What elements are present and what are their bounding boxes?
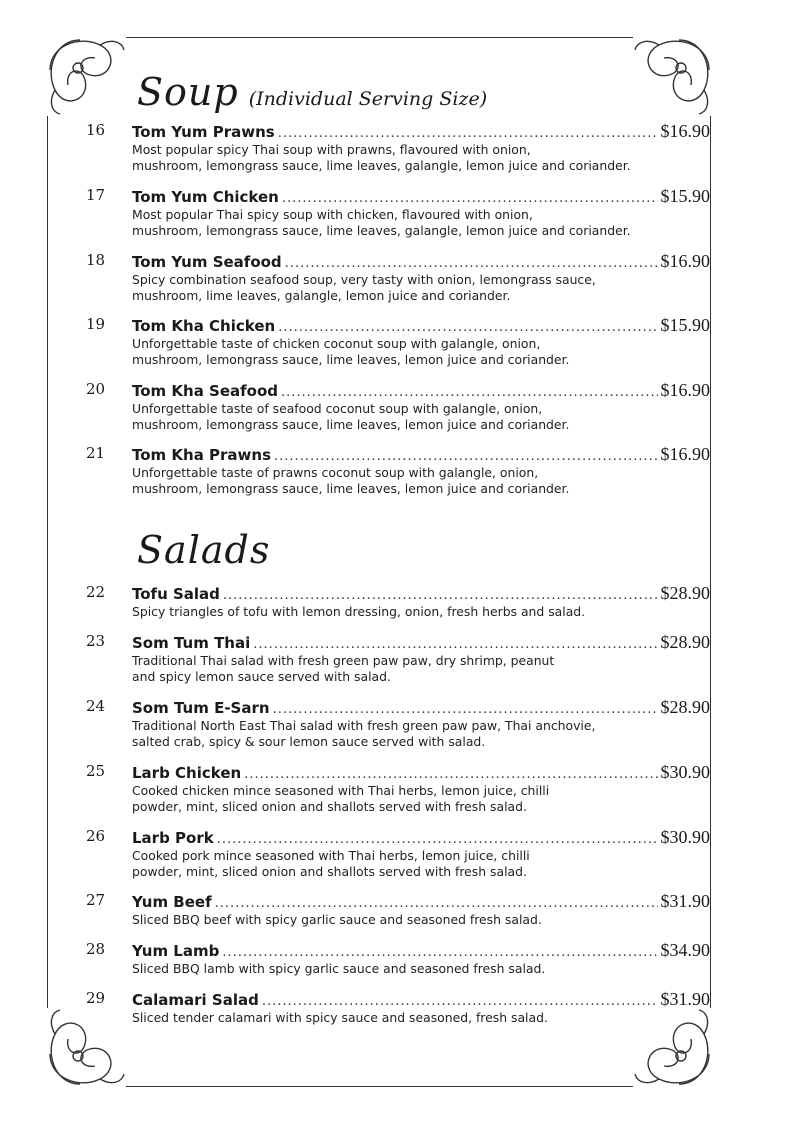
dot-leader [244,767,657,782]
soup-title: Soup [137,70,239,114]
item-description: Unforgettable taste of prawns coconut soup with galangle, onion, mushroom, lemongrass sauce, lime leaves, lemon juice and coriander. [132,465,570,496]
dot-leader [253,637,657,652]
dot-leader [278,320,657,335]
item-price: $16.90 [660,251,710,271]
item-price: $31.90 [660,989,710,1009]
item-price: $15.90 [660,186,710,206]
item-number: 28 [86,940,106,958]
flourish-bottom-left [40,1008,126,1094]
item-description: Unforgettable taste of seafood coconut soup with galangle, onion, mushroom, lemongrass sauce, lime leaves, lemon juice and coriander. [132,401,570,432]
item-description: Spicy combination seafood soup, very tasty with onion, lemongrass sauce, mushroom, lime leaves, galangle, lemon juice and coriander. [132,272,596,303]
item-name: Tom Kha Prawns [132,446,272,464]
item-price: $28.90 [660,632,710,652]
item-name: Larb Chicken [132,764,242,782]
dot-leader [285,256,658,271]
item-description: Traditional Thai salad with fresh green paw paw, dry shrimp, peanut and spicy lemon sauce served with salad. [132,653,555,684]
item-number: 26 [86,827,106,845]
dot-leader [217,832,658,847]
item-description: Cooked chicken mince seasoned with Thai herbs, lemon juice, chilli powder, mint, sliced onion and shallots served with fresh salad. [132,783,550,814]
item-number: 22 [86,583,106,601]
item-description: Sliced BBQ lamb with spicy garlic sauce and seasoned fresh salad. [132,961,546,976]
item-name: Som Tum Thai [132,634,251,652]
item-description: Unforgettable taste of chicken coconut soup with galangle, onion, mushroom, lemongrass sauce, lime leaves, lemon juice and coriander. [132,336,570,367]
item-number: 16 [86,121,106,139]
item-name: Calamari Salad [132,991,259,1009]
item-number: 29 [86,989,106,1007]
item-number: 17 [86,186,106,204]
item-name: Tom Yum Prawns [132,123,275,141]
item-description: Traditional North East Thai salad with fresh green paw paw, Thai anchovie, salted crab, spicy & sour lemon sauce served with salad. [132,718,596,749]
dot-leader [281,385,657,400]
item-name: Tom Yum Chicken [132,188,279,206]
dot-leader [222,945,657,960]
item-name: Tom Kha Seafood [132,382,279,400]
item-number: 21 [86,444,106,462]
item-number: 20 [86,380,106,398]
item-price: $28.90 [660,697,710,717]
item-description: Most popular Thai spicy soup with chicken, flavoured with onion, mushroom, lemongrass sauce, lime leaves, galangle, lemon juice and coriander. [132,207,631,238]
item-price: $15.90 [660,315,710,335]
item-name: Larb Pork [132,829,214,847]
item-price: $28.90 [660,583,710,603]
dot-leader [282,191,658,206]
item-description: Sliced BBQ beef with spicy garlic sauce and seasoned fresh salad. [132,912,542,927]
item-number: 25 [86,762,106,780]
salads-heading [137,528,270,572]
item-description: Most popular spicy Thai soup with prawns, flavoured with onion, mushroom, lemongrass sauce, lime leaves, galangle, lemon juice and coriander. [132,142,631,173]
item-price: $16.90 [660,444,710,464]
item-name: Yum Beef [132,893,212,911]
item-price: $34.90 [660,940,710,960]
item-description: Sliced tender calamari with spicy sauce and seasoned, fresh salad. [132,1010,548,1025]
salads-title: Salads [137,528,271,572]
item-number: 23 [86,632,106,650]
item-description: Cooked pork mince seasoned with Thai herbs, lemon juice, chilli powder, mint, sliced onion and shallots served with fresh salad. [132,848,530,879]
item-price: $30.90 [660,827,710,847]
item-price: $16.90 [660,380,710,400]
item-name: Yum Lamb [132,942,220,960]
item-number: 19 [86,315,106,333]
item-price: $16.90 [660,121,710,141]
item-name: Tofu Salad [132,585,220,603]
item-price: $30.90 [660,762,710,782]
item-number: 18 [86,251,106,269]
flourish-top-left [40,30,126,116]
item-number: 24 [86,697,106,715]
item-name: Som Tum E-Sarn [132,699,270,717]
dot-leader [262,994,658,1009]
item-price: $31.90 [660,891,710,911]
item-name: Tom Yum Seafood [132,253,282,271]
dot-leader [215,896,658,911]
dot-leader [223,588,658,603]
flourish-top-right [633,30,719,116]
dot-leader [273,702,658,717]
dot-leader [274,449,657,464]
dot-leader [278,126,658,141]
soup-heading [137,70,487,114]
item-description: Spicy triangles of tofu with lemon dressing, onion, fresh herbs and salad. [132,604,586,619]
item-number: 27 [86,891,106,909]
item-name: Tom Kha Chicken [132,317,276,335]
soup-subtitle: (Individual Serving Size) [248,88,488,110]
